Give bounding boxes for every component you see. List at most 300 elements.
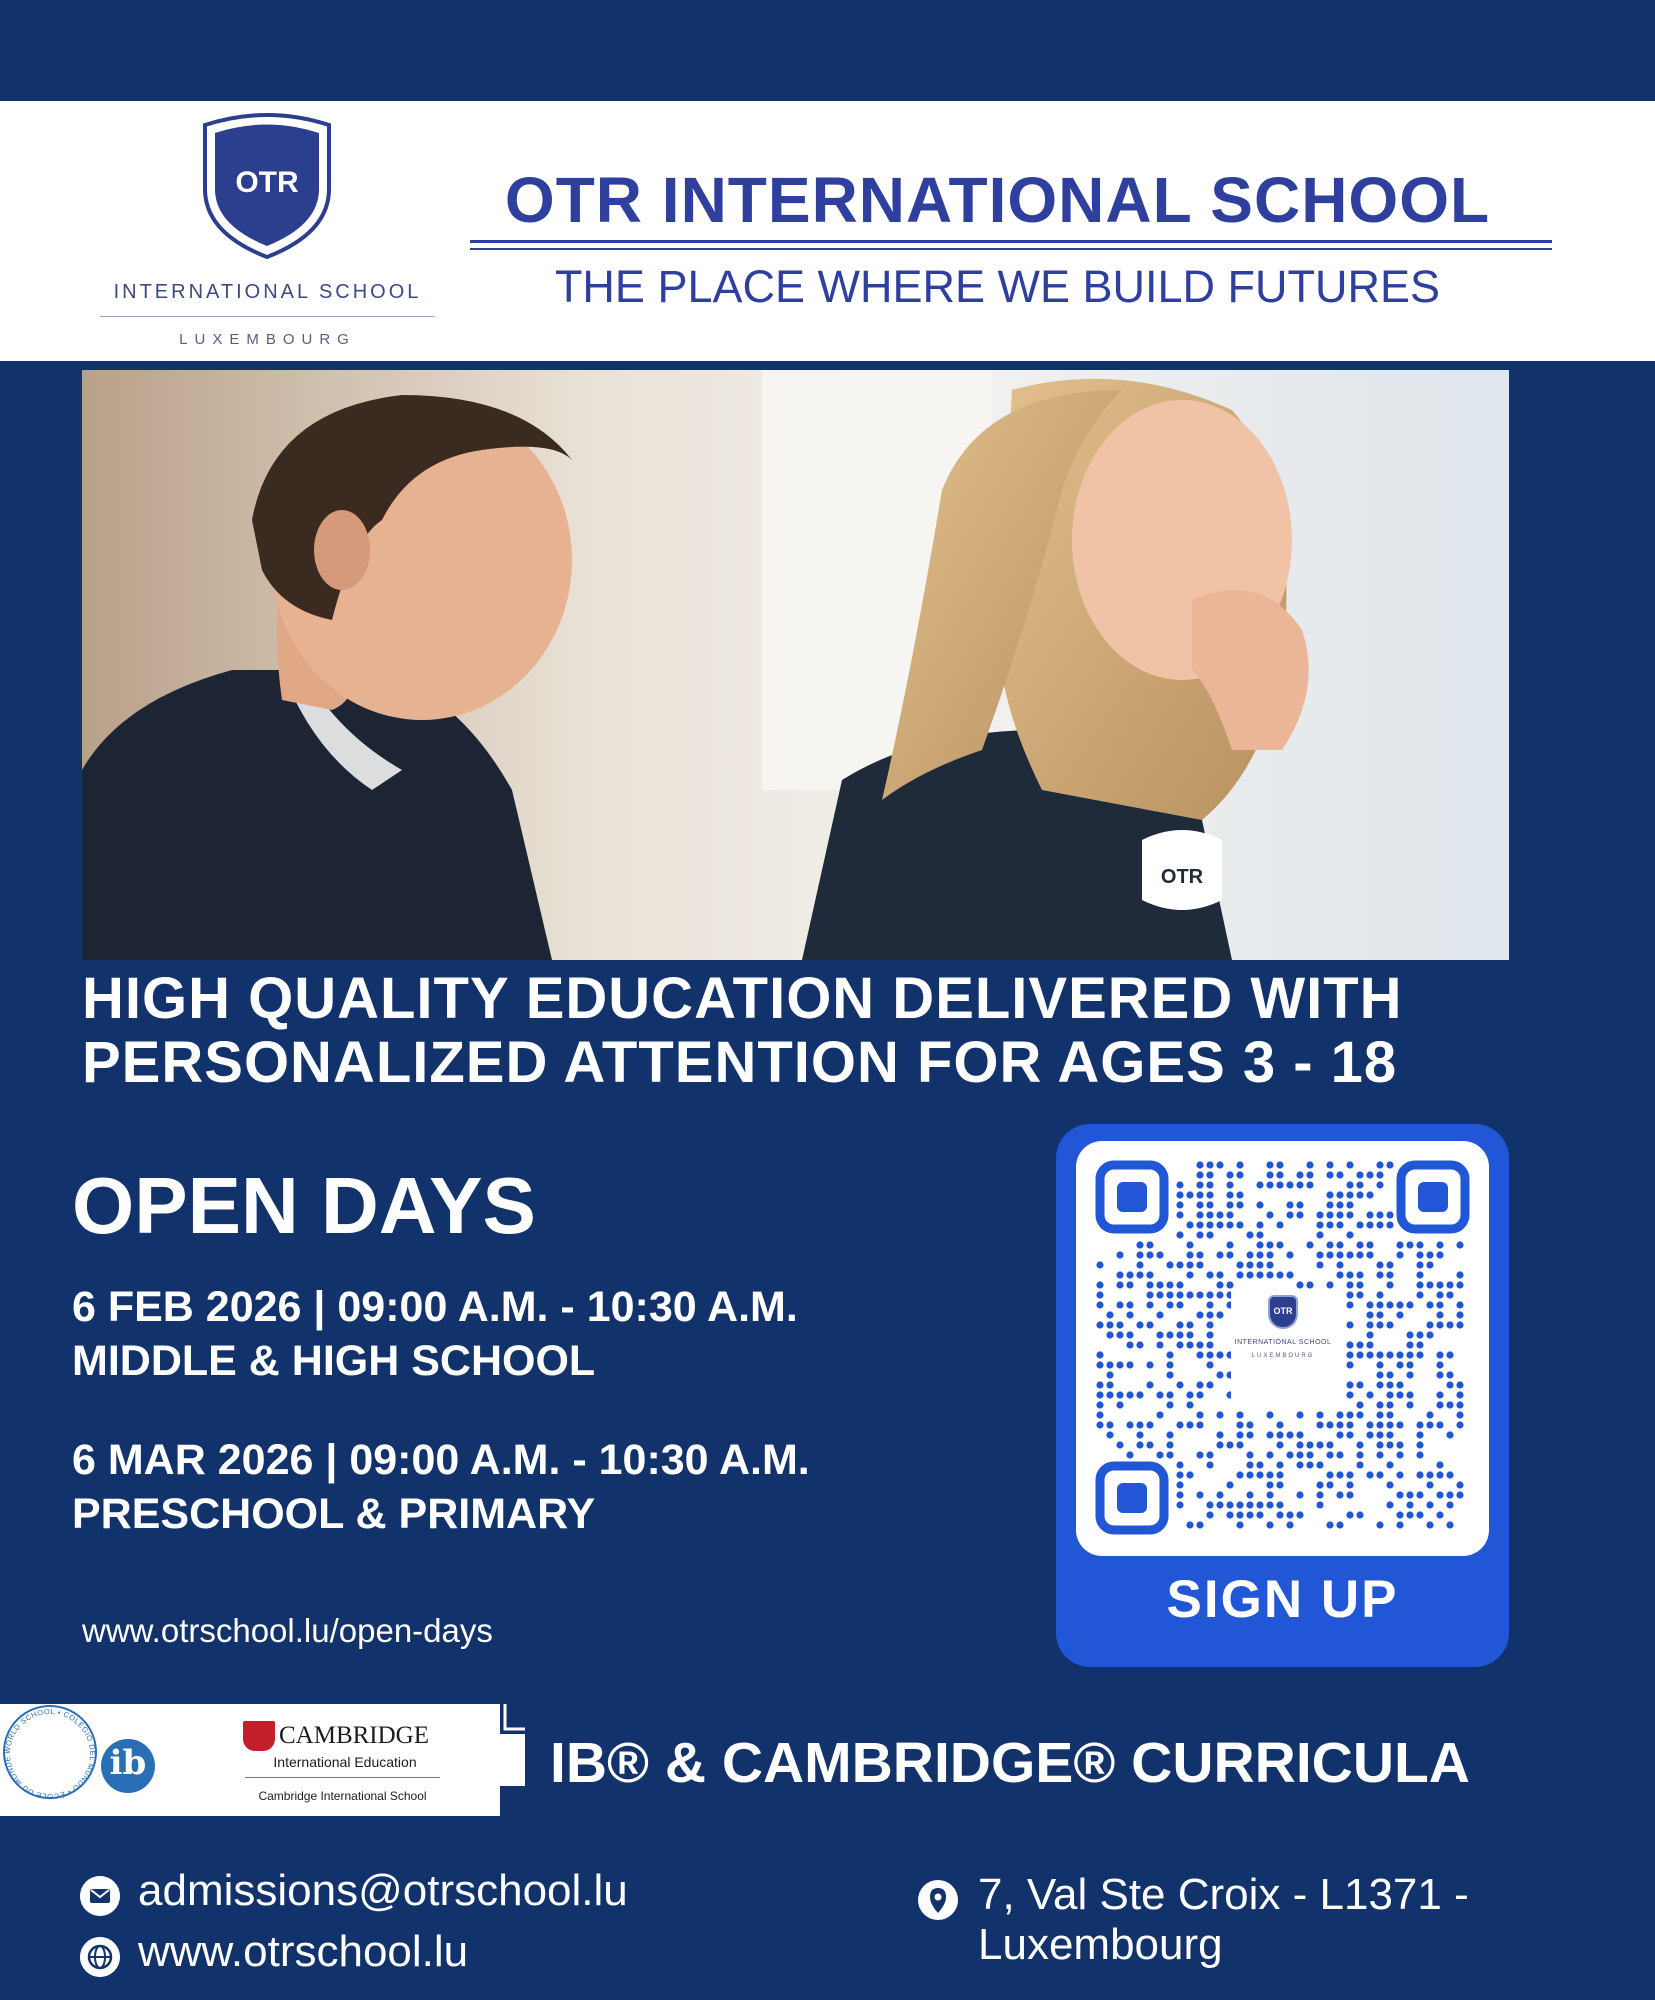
qr-module [1176,1301,1183,1308]
qr-module [1196,1411,1203,1418]
event-audience: MIDDLE & HIGH SCHOOL [72,1337,596,1385]
qr-module [1116,1401,1123,1408]
qr-module [1246,1491,1253,1498]
qr-module [1376,1271,1383,1278]
qr-module [1326,1481,1333,1488]
event-date-time: 6 FEB 2026 | 09:00 A.M. - 10:30 A.M. [72,1283,798,1331]
qr-module [1366,1321,1373,1328]
qr-logo-shield: OTR [1268,1295,1298,1329]
qr-module [1136,1261,1143,1268]
qr-module [1236,1501,1243,1508]
qr-module [1236,1261,1243,1268]
qr-module [1206,1351,1213,1358]
qr-module [1426,1411,1433,1418]
qr-module [1326,1451,1333,1458]
qr-module [1126,1341,1133,1348]
qr-module [1356,1181,1363,1188]
qr-module [1246,1471,1253,1478]
qr-module [1426,1471,1433,1478]
qr-module [1416,1451,1423,1458]
qr-module [1266,1251,1273,1258]
qr-module [1296,1411,1303,1418]
qr-module [1386,1161,1393,1168]
qr-module [1136,1441,1143,1448]
qr-module [1326,1251,1333,1258]
qr-module [1286,1451,1293,1458]
qr-module [1456,1381,1463,1388]
qr-module [1276,1161,1283,1168]
qr-module [1386,1261,1393,1268]
qr-module [1416,1511,1423,1518]
qr-module [1416,1441,1423,1448]
qr-module [1406,1501,1413,1508]
qr-module [1326,1281,1333,1288]
qr-module [1416,1421,1423,1428]
qr-module [1376,1311,1383,1318]
qr-module [1116,1331,1123,1338]
qr-module [1346,1361,1353,1368]
qr-module [1416,1271,1423,1278]
qr-module [1266,1161,1273,1168]
qr-module [1156,1411,1163,1418]
qr-module [1366,1331,1373,1338]
qr-module [1426,1501,1433,1508]
qr-module [1206,1361,1213,1368]
qr-module [1106,1391,1113,1398]
qr-module [1306,1171,1313,1178]
qr-module [1216,1221,1223,1228]
qr-module [1316,1491,1323,1498]
students-photo [82,370,1509,960]
qr-module [1116,1281,1123,1288]
qr-module [1316,1231,1323,1238]
qr-module [1096,1291,1103,1298]
qr-module [1406,1361,1413,1368]
qr-module [1226,1211,1233,1218]
qr-module [1366,1421,1373,1428]
qr-module [1206,1321,1213,1328]
open-days-link[interactable]: www.otrschool.lu/open-days [82,1612,493,1649]
qr-module [1196,1231,1203,1238]
qr-module [1146,1241,1153,1248]
qr-module [1176,1341,1183,1348]
qr-module [1376,1301,1383,1308]
qr-module [1446,1371,1453,1378]
qr-module [1296,1181,1303,1188]
qr-module [1316,1441,1323,1448]
qr-module [1196,1451,1203,1458]
qr-module [1396,1361,1403,1368]
qr-module [1196,1221,1203,1228]
qr-module [1116,1301,1123,1308]
qr-module [1306,1161,1313,1168]
qr-module [1216,1441,1223,1448]
qr-module [1356,1251,1363,1258]
email-text[interactable]: admissions@otrschool.lu [138,1866,628,1915]
qr-module [1276,1431,1283,1438]
qr-module [1326,1221,1333,1228]
qr-module [1366,1351,1373,1358]
qr-module [1326,1171,1333,1178]
qr-module [1216,1291,1223,1298]
qr-module [1246,1501,1253,1508]
qr-module [1296,1441,1303,1448]
qr-module [1386,1271,1393,1278]
qr-module [1376,1401,1383,1408]
event-item [72,1435,810,1543]
qr-module [1306,1451,1313,1458]
logo-line-2: LUXEMBOURG [179,331,356,348]
qr-module [1446,1351,1453,1358]
qr-module [1456,1391,1463,1398]
qr-module [1266,1491,1273,1498]
qr-module [1256,1181,1263,1188]
qr-module [1236,1161,1243,1168]
school-name: OTR INTERNATIONAL SCHOOL [504,164,1491,236]
qr-module [1236,1421,1243,1428]
qr-module [1186,1521,1193,1528]
qr-module [1446,1491,1453,1498]
qr-module [1176,1491,1183,1498]
qr-module [1186,1401,1193,1408]
qr-module [1376,1291,1383,1298]
qr-module [1436,1301,1443,1308]
qr-module [1356,1441,1363,1448]
qr-module [1266,1241,1273,1248]
qr-module [1176,1291,1183,1298]
qr-module [1206,1211,1213,1218]
qr-module [1406,1401,1413,1408]
qr-module [1376,1521,1383,1528]
qr-module [1396,1351,1403,1358]
qr-module [1346,1491,1353,1498]
qr-module [1186,1271,1193,1278]
address-line-1: 7, Val Ste Croix - L1371 - [978,1870,1469,1919]
qr-module [1426,1521,1433,1528]
qr-module [1136,1421,1143,1428]
qr-module [1386,1321,1393,1328]
qr-module [1196,1311,1203,1318]
qr-module [1216,1311,1223,1318]
qr-module [1186,1331,1193,1338]
qr-module [1296,1201,1303,1208]
qr-module [1186,1471,1193,1478]
qr-module [1376,1411,1383,1418]
qr-module [1316,1481,1323,1488]
qr-module [1096,1281,1103,1288]
qr-module [1386,1411,1393,1418]
qr-module [1356,1281,1363,1288]
qr-module [1216,1351,1223,1358]
qr-module [1146,1281,1153,1288]
qr-module [1156,1281,1163,1288]
qr-module [1196,1211,1203,1218]
address-text [978,1870,1538,1970]
qr-module [1166,1331,1173,1338]
qr-module [1136,1391,1143,1398]
qr-module [1256,1471,1263,1478]
qr-module [1346,1161,1353,1168]
qr-module [1236,1521,1243,1528]
qr-module [1356,1451,1363,1458]
qr-module [1266,1211,1273,1218]
qr-module [1386,1381,1393,1388]
qr-module [1156,1291,1163,1298]
qr-module [1376,1351,1383,1358]
qr-module [1226,1441,1233,1448]
qr-module [1256,1221,1263,1228]
cambridge-divider [245,1777,440,1778]
qr-module [1286,1521,1293,1528]
qr-module [1436,1461,1443,1468]
qr-module [1326,1211,1333,1218]
qr-module [1096,1261,1103,1268]
qr-module [1326,1191,1333,1198]
qr-module [1436,1251,1443,1258]
qr-module [1406,1391,1413,1398]
shirt-badge-text: OTR [1160,866,1204,888]
qr-module [1416,1241,1423,1248]
qr-module [1166,1391,1173,1398]
qr-module [1416,1291,1423,1298]
headline-line-2: PERSONALIZED ATTENTION FOR AGES 3 - 18 [82,1030,1398,1095]
qr-module [1236,1411,1243,1418]
qr-module [1356,1291,1363,1298]
qr-module [1176,1321,1183,1328]
qr-module [1206,1511,1213,1518]
cambridge-name: CAMBRIDGE [279,1722,430,1749]
qr-module [1436,1321,1443,1328]
qr-module [1386,1281,1393,1288]
qr-module [1346,1351,1353,1358]
qr-module [1446,1471,1453,1478]
qr-module [1096,1401,1103,1408]
qr-module [1426,1481,1433,1488]
qr-module [1196,1421,1203,1428]
qr-module [1276,1481,1283,1488]
qr-module [1366,1191,1373,1198]
qr-module [1136,1251,1143,1258]
headline [82,967,1562,1095]
qr-module [1336,1421,1343,1428]
qr-module [1336,1431,1343,1438]
qr-module [1106,1421,1113,1428]
globe-icon [80,1937,120,1977]
qr-module [1366,1431,1373,1438]
qr-module [1166,1401,1173,1408]
qr-module [1206,1301,1213,1308]
qr-module [1306,1241,1313,1248]
qr-module [1436,1401,1443,1408]
qr-module [1096,1381,1103,1388]
qr-module [1126,1271,1133,1278]
qr-module [1196,1171,1203,1178]
qr-module [1406,1301,1413,1308]
qr-module [1356,1271,1363,1278]
qr-logo-line-2: LUXEMBOURG [1251,1353,1315,1359]
qr-module [1376,1321,1383,1328]
qr-module [1096,1321,1103,1328]
qr-module [1246,1251,1253,1258]
qr-module [1316,1411,1323,1418]
qr-module [1096,1351,1103,1358]
qr-module [1276,1271,1283,1278]
qr-module [1216,1161,1223,1168]
qr-module [1306,1181,1313,1188]
logo-divider [100,316,435,317]
qr-module [1436,1491,1443,1498]
qr-module [1276,1181,1283,1188]
qr-module [1426,1301,1433,1308]
qr-module [1456,1411,1463,1418]
qr-module [1276,1241,1283,1248]
qr-module [1366,1341,1373,1348]
header [0,101,1655,361]
qr-module [1226,1221,1233,1228]
qr-module [1266,1411,1273,1418]
qr-module [1396,1491,1403,1498]
qr-module [1146,1301,1153,1308]
qr-module [1366,1301,1373,1308]
qr-module [1426,1251,1433,1258]
qr-module [1216,1271,1223,1278]
qr-module [1326,1421,1333,1428]
qr-module [1416,1351,1423,1358]
qr-module [1376,1161,1383,1168]
qr-module [1206,1381,1213,1388]
qr-module [1276,1421,1283,1428]
qr-logo-line-1: INTERNATIONAL SCHOOL [1234,1339,1332,1346]
qr-module [1116,1391,1123,1398]
qr-module [1416,1251,1423,1258]
qr-module [1426,1421,1433,1428]
qr-module [1256,1461,1263,1468]
qr-module [1206,1171,1213,1178]
qr-module [1236,1201,1243,1208]
curricula-heading: IB® & CAMBRIDGE® CURRICULA [550,1731,1470,1795]
qr-module [1416,1341,1423,1348]
qr-module [1336,1471,1343,1478]
qr-module [1296,1211,1303,1218]
qr-module [1146,1441,1153,1448]
top-bar [0,0,1655,101]
qr-module [1386,1431,1393,1438]
qr-module [1176,1421,1183,1428]
qr-module [1366,1391,1373,1398]
qr-finder-center [1117,1483,1147,1513]
qr-module [1286,1181,1293,1188]
qr-module [1106,1431,1113,1438]
qr-module [1206,1221,1213,1228]
qr-module [1336,1521,1343,1528]
qr-module [1156,1451,1163,1458]
qr-module [1256,1241,1263,1248]
qr-module [1296,1281,1303,1288]
qr-module [1456,1321,1463,1328]
qr-module [1386,1441,1393,1448]
qr-module [1346,1231,1353,1238]
qr-module [1096,1421,1103,1428]
qr-module [1356,1341,1363,1348]
qr-module [1336,1411,1343,1418]
qr-module [1356,1351,1363,1358]
qr-module [1266,1431,1273,1438]
qr-module [1276,1511,1283,1518]
qr-module [1166,1431,1173,1438]
qr-module [1166,1361,1173,1368]
qr-module [1396,1441,1403,1448]
qr-module [1256,1511,1263,1518]
qr-module [1126,1331,1133,1338]
qr-module [1416,1431,1423,1438]
qr-module [1436,1391,1443,1398]
accreditation-logos [0,1704,525,1816]
title-rule [470,240,1552,243]
sign-up-button[interactable]: SIGN UP [1166,1570,1399,1629]
website-text[interactable]: www.otrschool.lu [138,1927,469,1976]
qr-module [1456,1421,1463,1428]
qr-module [1176,1471,1183,1478]
qr-module [1146,1271,1153,1278]
qr-module [1216,1501,1223,1508]
qr-module [1156,1311,1163,1318]
qr-module [1406,1331,1413,1338]
qr-module [1306,1461,1313,1468]
qr-module [1176,1211,1183,1218]
qr-module [1346,1211,1353,1218]
qr-module [1346,1411,1353,1418]
qr-module [1206,1341,1213,1348]
qr-module [1356,1171,1363,1178]
envelope-icon [80,1876,120,1916]
qr-module [1276,1471,1283,1478]
qr-module [1176,1281,1183,1288]
qr-module [1396,1251,1403,1258]
qr-module [1276,1461,1283,1468]
qr-module [1126,1361,1133,1368]
qr-module [1226,1481,1233,1488]
qr-module [1266,1471,1273,1478]
qr-module [1316,1261,1323,1268]
qr-module [1186,1391,1193,1398]
qr-module [1286,1511,1293,1518]
qr-module [1236,1431,1243,1438]
qr-module [1116,1251,1123,1258]
qr-module [1456,1491,1463,1498]
qr-module [1206,1461,1213,1468]
signup-qr-card[interactable] [1056,1124,1509,1667]
qr-module [1406,1341,1413,1348]
qr-module [1216,1431,1223,1438]
qr-module [1346,1301,1353,1308]
qr-module [1196,1381,1203,1388]
qr-module [1446,1381,1453,1388]
qr-module [1446,1291,1453,1298]
qr-module [1226,1181,1233,1188]
qr-code[interactable] [1076,1141,1489,1556]
qr-module [1386,1401,1393,1408]
qr-module [1146,1291,1153,1298]
qr-module [1446,1501,1453,1508]
qr-module [1416,1471,1423,1478]
qr-module [1196,1161,1203,1168]
qr-module [1216,1371,1223,1378]
qr-module [1196,1191,1203,1198]
qr-module [1346,1281,1353,1288]
qr-module [1206,1451,1213,1458]
qr-module [1226,1201,1233,1208]
qr-module [1356,1381,1363,1388]
